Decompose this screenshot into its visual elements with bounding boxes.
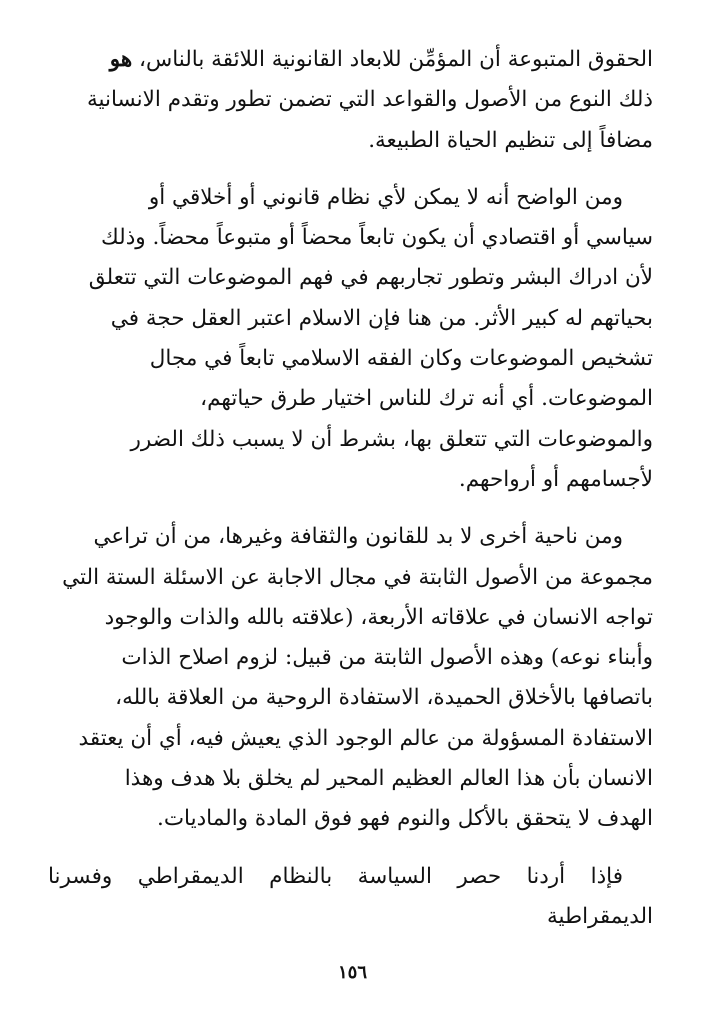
text-line: ذلك النوع من الأصول والقواعد التي تضمن تطور وتقدم الانسانية <box>86 87 653 113</box>
text-line: ومن الواضح أنه لا يمكن لأي نظام قانوني أو أخلاقي أو <box>148 184 623 210</box>
text-line: تواجه الانسان في علاقاته الأربعة، (علاقته بالله والذات والوجود <box>104 604 653 630</box>
text-line-emphasis: هو <box>109 47 133 72</box>
text-block <box>48 40 653 937</box>
text-line: لأجسامهم أو أرواحهم. <box>458 466 653 492</box>
text-line: لأن ادراك البشر وتطور تجاربهم في فهم الموضوعات التي تتعلق <box>88 265 653 291</box>
text-line: الموضوعات. أي أنه ترك للناس اختيار طرق حياتهم، <box>200 386 653 412</box>
text-line: والموضوعات التي تتعلق بها، بشرط أن لا يسبب ذلك الضرر <box>130 426 653 452</box>
paragraph-4 <box>48 857 653 938</box>
paragraph-2 <box>48 178 653 500</box>
text-line: مجموعة من الأصول الثابتة في مجال الاجابة عن الاسئلة الستة التي <box>62 564 653 590</box>
text-line: بحياتهم له كبير الأثر. من هنا فإن الاسلام اعتبر العقل حجة في <box>110 305 653 331</box>
text-line: فإذا أردنا حصر السياسة بالنظام الديمقراطي وفسرنا الديمقراطية <box>48 863 653 929</box>
text-line: الاستفادة المسؤولة من عالم الوجود الذي يعيش فيه، أي أن يعتقد <box>78 725 653 751</box>
text-line: الهدف لا يتحقق بالأكل والنوم فهو فوق المادة والماديات. <box>156 806 653 832</box>
text-line: الحقوق المتبوعة أن المؤمِّن للابعاد القانونية اللائقة بالناس، <box>132 47 653 72</box>
text-line: وأبناء نوعه) وهذه الأصول الثابتة من قبيل: لزوم اصلاح الذات <box>121 645 653 671</box>
text-line: مضافاً إلى تنظيم الحياة الطبيعة. <box>368 127 653 153</box>
paragraph-1 <box>48 40 653 161</box>
text-line: الانسان بأن هذا العالم العظيم المحير لم يخلق بلا هدف وهذا <box>124 766 653 792</box>
page-number: ١٥٦ <box>337 962 367 983</box>
text-line: تشخيص الموضوعات وكان الفقه الاسلامي تابعاً في مجال <box>149 346 653 372</box>
text-line: ومن ناحية أخرى لا بد للقانون والثقافة وغيرها، من أن تراعي <box>93 524 623 550</box>
paragraph-3 <box>48 517 653 839</box>
text-line: سياسي أو اقتصادي أن يكون تابعاً محضاً أو متبوعاً محضاً. وذلك <box>101 225 653 251</box>
text-line: باتصافها بالأخلاق الحميدة، الاستفادة الروحية من العلاقة بالله، <box>115 685 653 711</box>
